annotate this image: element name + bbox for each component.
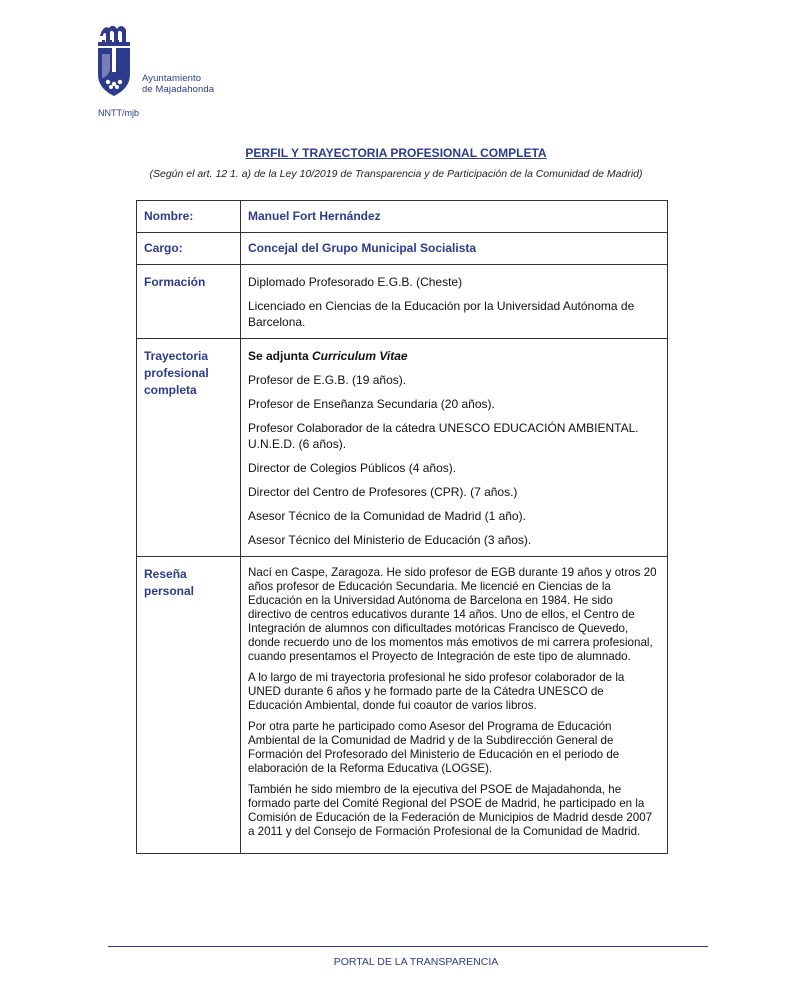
trayectoria-item: Asesor Técnico de la Comunidad de Madrid (1 año).: [248, 509, 526, 523]
row-cargo: [137, 233, 668, 265]
trayectoria-intro-text: Se adjunta: [248, 349, 313, 363]
document-subtitle: (Según el art. 12 1. a) de la Ley 10/2019 de Transparencia y de Participación de la Comunidad de Madrid): [149, 168, 643, 180]
curriculum-vitae-text: Curriculum Vitae: [312, 349, 408, 363]
formacion-item: Licenciado en Ciencias de la Educación por la Universidad Autónoma de Barcelona.: [248, 299, 635, 329]
trayectoria-item: Profesor Colaborador de la cátedra UNESCO EDUCACIÓN AMBIENTAL. U.N.E.D. (6 años).: [248, 421, 639, 451]
footer-divider: [108, 946, 708, 947]
trayectoria-value: [241, 339, 668, 557]
resena-paragraph: Por otra parte he participado como Asesor del Programa de Educación Ambiental de la Comunidad de Madrid y de la Subdirección General de Formación del Profesorado del Ministerio de Educación en el periodo de elaboración de la Reforma Educativa (LOGSE).: [248, 720, 620, 775]
row-nombre: [137, 201, 668, 233]
cargo-value: Concejal del Grupo Municipal Socialista: [241, 233, 668, 265]
trayectoria-item: Director de Colegios Públicos (4 años).: [248, 461, 457, 475]
nombre-value: Manuel Fort Hernández: [241, 201, 668, 233]
row-resena: [137, 557, 668, 854]
resena-paragraph: A lo largo de mi trayectoria profesional he sido profesor colaborador de la UNED durante 6 años y he formado parte de la Cátedra UNESCO de Educación Ambiental, donde fui coautor de varios libros.: [248, 671, 625, 712]
trayectoria-item: Profesor de E.G.B. (19 años).: [248, 373, 407, 387]
footer-portal-title: PORTAL DE LA TRANSPARENCIA: [333, 956, 499, 968]
formacion-item: Diplomado Profesorado E.G.B. (Cheste): [248, 275, 463, 289]
row-trayectoria: [137, 339, 668, 557]
row-formacion: [137, 265, 668, 339]
trayectoria-label: Trayectoria profesional completa: [137, 339, 241, 557]
formacion-label: Formación: [137, 265, 241, 339]
org-name-line1: Ayuntamiento: [142, 73, 202, 84]
nombre-label: Nombre:: [137, 201, 241, 233]
trayectoria-item: Director del Centro de Profesores (CPR). (7 años.): [248, 485, 518, 499]
org-name: [142, 73, 214, 95]
reference-code: NNTT/mjb: [98, 108, 139, 118]
cargo-label: Cargo:: [137, 233, 241, 265]
resena-paragraph: También he sido miembro de la ejecutiva del PSOE de Majadahonda, he formado parte del Comité Regional del PSOE de Madrid, he participado en la Comisión de Educación de la Federación de Municipios de Madrid desde 2007 a 2011 y del Consejo de Formación Profesional de la Comunidad de Madrid.: [248, 783, 653, 838]
trayectoria-item: Profesor de Enseñanza Secundaria (20 años).: [248, 397, 495, 411]
resena-paragraph: Nací en Caspe, Zaragoza. He sido profesor de EGB durante 19 años y otros 20 años profesor de Educación Secundaria. Me licencié en Ciencias de la Educación en la Universidad Autónoma de Barcelona en 1984. He sido directivo de centros educativos durante 14 años. Uno de ellos, el Centro de Integración de alumnos con dificultades motóricas Francisco de Quevedo, donde recuerdo uno de los momentos más emotivos de mi carrera profesional, cuando presentamos el Proyecto de Integración de este tipo de alumnado.: [248, 566, 657, 663]
resena-label: Reseña personal: [137, 557, 241, 854]
trayectoria-item: Asesor Técnico del Ministerio de Educación (3 años).: [248, 533, 532, 547]
trayectoria-intro: [248, 348, 659, 364]
formacion-value: [241, 265, 668, 339]
document-title: PERFIL Y TRAYECTORIA PROFESIONAL COMPLETA: [245, 146, 547, 160]
profile-table: [136, 200, 668, 854]
org-name-line2: de Majadahonda: [142, 84, 215, 95]
resena-value: [241, 557, 668, 854]
